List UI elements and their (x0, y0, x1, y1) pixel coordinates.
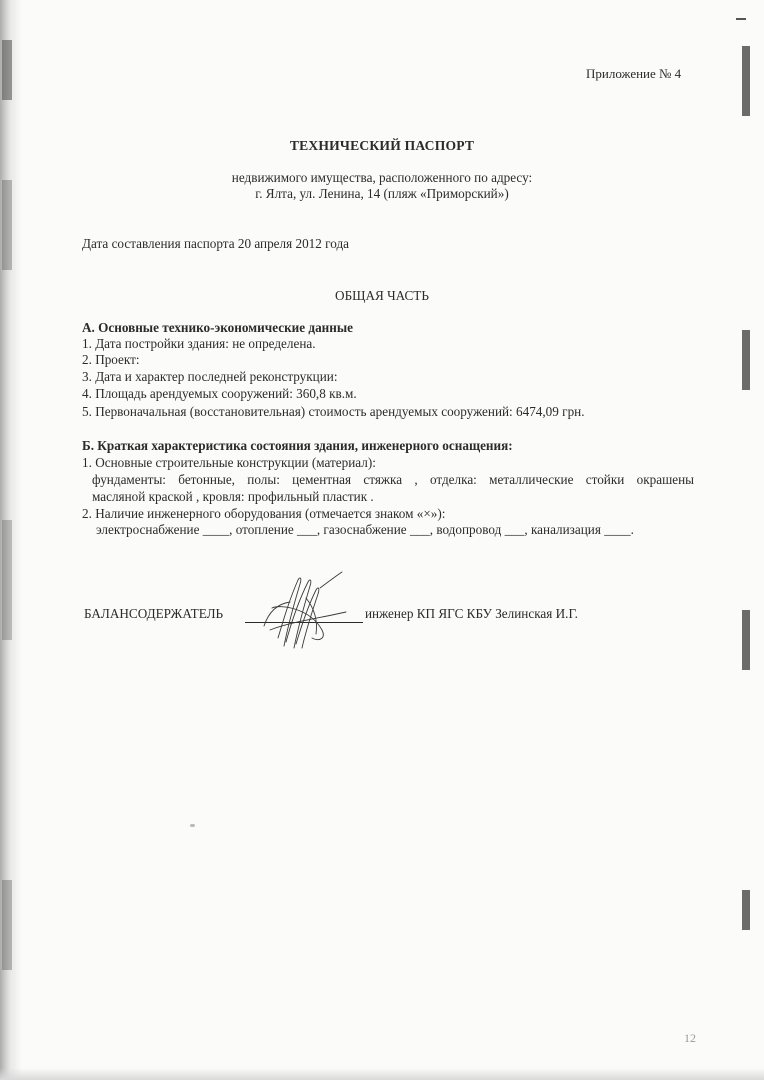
scan-tick (736, 18, 746, 20)
signer-name: инженер КП ЯГС КБУ Зелинская И.Г. (365, 606, 578, 621)
scan-mark-right (742, 46, 750, 116)
document-title: ТЕХНИЧЕСКИЙ ПАСПОРТ (289, 138, 475, 153)
section-a-heading: А. Основные технико-экономические данные (82, 320, 354, 335)
issue-date: Дата составления паспорта 20 апреля 2012 года (82, 236, 350, 251)
section-b-item-1-line-1: фундаменты: бетонные, полы: цементная стяжка , отделка: металлические стойки окрашены (92, 472, 694, 487)
scan-mark-right (742, 890, 750, 930)
section-a-item: 3. Дата и характер последней реконструкции: (82, 369, 338, 384)
section-b-item-2: 2. Наличие инженерного оборудования (отмечается знаком «×»): (82, 506, 446, 521)
section-b-item-1: 1. Основные строительные конструкции (материал): (82, 455, 376, 470)
appendix-label: Приложение № 4 (586, 66, 682, 81)
general-part-heading: ОБЩАЯ ЧАСТЬ (335, 288, 429, 303)
handwritten-signature (250, 568, 360, 652)
section-a-item: 5. Первоначальная (восстановительная) стоимость арендуемых сооружений: 6474,09 грн. (82, 404, 585, 419)
scan-mark-right (742, 610, 750, 670)
scan-mark (2, 520, 12, 640)
scan-speck (190, 824, 195, 827)
signer-label: БАЛАНСОДЕРЖАТЕЛЬ (84, 606, 224, 621)
section-a-item: 1. Дата постройки здания: не определена. (82, 336, 316, 351)
subtitle-address: г. Ялта, ул. Ленина, 14 (пляж «Приморский») (255, 186, 509, 201)
section-b-item-1-line-2: масляной краской , кровля: профильный пластик . (92, 489, 374, 504)
section-b-heading: Б. Краткая характеристика состояния здания, инженерного оснащения: (82, 438, 513, 453)
section-a-item: 4. Площадь арендуемых сооружений: 360,8 кв.м. (82, 386, 357, 401)
scan-edge-bottom (0, 1068, 764, 1080)
page-number: 12 (684, 1031, 696, 1045)
section-a-item: 2. Проект: (82, 352, 140, 367)
section-b-item-2-line-1: электроснабжение ____, отопление ___, газоснабжение ___, водопровод ___, канализация ____. (96, 522, 634, 537)
scan-mark (2, 880, 12, 970)
scan-mark (2, 40, 12, 100)
subtitle-line-1: недвижимого имущества, расположенного по адресу: (231, 170, 533, 185)
scan-mark-right (742, 330, 750, 390)
